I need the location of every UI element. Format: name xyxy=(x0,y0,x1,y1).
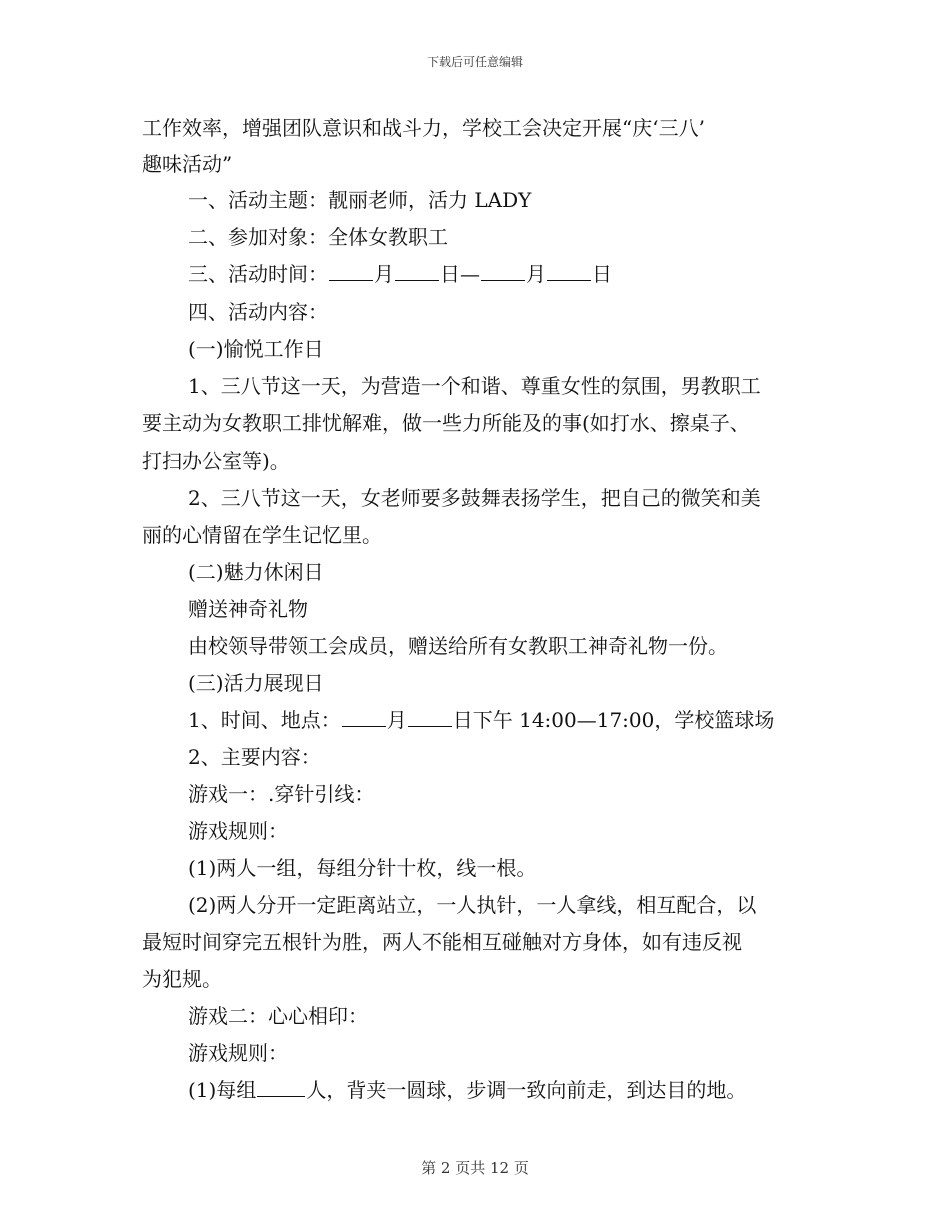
body-line: 游戏规则： xyxy=(188,819,288,843)
text-fragment: 月 xyxy=(374,262,394,286)
section-heading-theme: 一、活动主题：靓丽老师，活力 LADY xyxy=(188,188,532,212)
text-fragment: 1、时间、地点： xyxy=(188,708,341,732)
text-fragment: 月 xyxy=(526,262,546,286)
body-line: 游戏规则： xyxy=(188,1041,288,1065)
body-line: (1)两人一组，每组分针十枚，线一根。 xyxy=(188,856,537,880)
body-line: 为犯规。 xyxy=(142,967,222,991)
blank-field xyxy=(395,258,439,281)
body-line: 赠送神奇礼物 xyxy=(188,597,308,621)
body-line: 2、三八节这一天，女老师要多鼓舞表扬学生，把自己的微笑和美 xyxy=(188,486,761,510)
blank-field xyxy=(408,704,452,727)
blank-field xyxy=(329,258,373,281)
body-line: 1、三八节这一天，为营造一个和谐、尊重女性的氛围，男教职工 xyxy=(188,374,761,398)
time-label: 三、活动时间： xyxy=(188,262,328,286)
body-line: 丽的心情留在学生记忆里。 xyxy=(142,523,382,547)
blank-field xyxy=(342,704,386,727)
body-line: (2)两人分开一定距离站立，一人执针，一人拿线，相互配合，以 xyxy=(188,893,757,917)
subsection-heading: (二)魅力休闲日 xyxy=(188,560,324,584)
body-line: 最短时间穿完五根针为胜，两人不能相互碰触对方身体，如有违反视 xyxy=(142,930,742,954)
blank-field xyxy=(547,258,591,281)
text-fragment: 月 xyxy=(386,708,407,732)
body-line: 游戏二：心心相印： xyxy=(188,1004,368,1028)
blank-field xyxy=(257,1074,305,1097)
section-heading-participants: 二、参加对象：全体女教职工 xyxy=(188,225,448,249)
text-fragment: 人，背夹一圆球，步调一致向前走，到达目的地。 xyxy=(306,1078,747,1102)
text-fragment: 日 xyxy=(592,262,612,286)
body-line: 打扫办公室等)。 xyxy=(142,449,290,473)
body-line: 工作效率，增强团队意识和战斗力，学校工会决定开展“庆‘三八’ xyxy=(142,116,705,140)
subsection-heading: (三)活力展现日 xyxy=(188,671,324,695)
body-line: 2、主要内容： xyxy=(188,745,321,769)
text-fragment: 日下午 14:00—17:00，学校篮球场 xyxy=(452,708,775,732)
text-fragment: (1)每组 xyxy=(188,1078,257,1102)
blank-field xyxy=(481,258,525,281)
body-line: 游戏一：.穿针引线： xyxy=(188,782,375,806)
subsection-heading: (一)愉悦工作日 xyxy=(188,337,324,361)
body-line: 趣味活动” xyxy=(142,152,233,176)
body-line-time-place xyxy=(188,702,868,738)
body-line-group-size xyxy=(188,1072,868,1108)
page-footer: 第 2 页共 12 页 xyxy=(421,1159,529,1177)
section-heading-time xyxy=(188,256,868,292)
text-fragment: 日— xyxy=(440,262,480,286)
body-line: 由校领导带领工会成员，赠送给所有女教职工神奇礼物一份。 xyxy=(188,634,728,658)
page-header: 下载后可任意编辑 xyxy=(426,55,523,69)
body-line: 要主动为女教职工排忧解难，做一些力所能及的事(如打水、擦桌子、 xyxy=(142,411,750,435)
section-heading-content: 四、活动内容： xyxy=(188,300,328,324)
